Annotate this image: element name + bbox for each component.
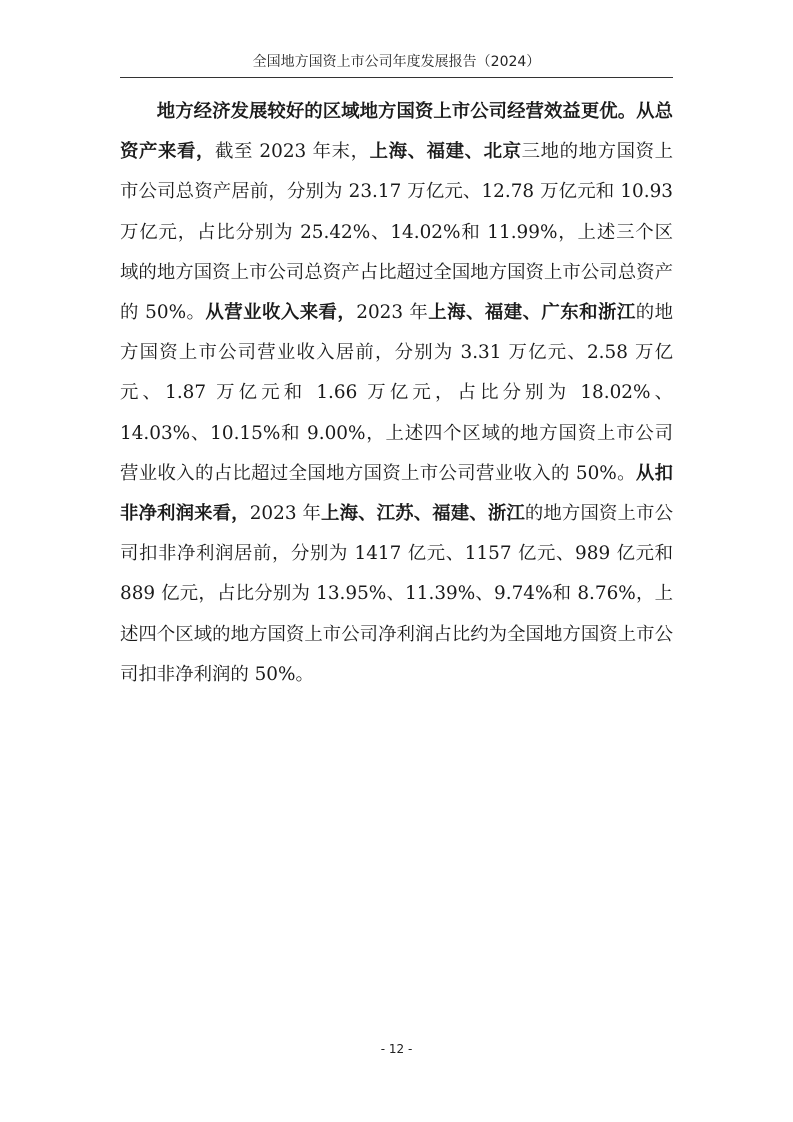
running-header: 全国地方国资上市公司年度发展报告（2024）: [252, 54, 541, 70]
top-regions-profit: 上海、江苏、福建、浙江: [321, 503, 525, 525]
net-profit-heading: 从扣非净利润来看，: [120, 462, 673, 525]
total-assets-heading: 从总资产来看，: [120, 101, 673, 163]
lead-sentence: 地方经济发展较好的区域地方国资上市公司经营效益更优。: [156, 101, 637, 122]
text-segment: 的地方国资上市公司扣非净利润居前，分别为 1417 亿元、1157 亿元、989 亿元和 889 亿元，占比分别为 13.95%、11.39%、9.74%和 8.76%，上述四个区域的地方国资上市公司净利润占比约为全国地方国资上市公司扣非净利润的 50%。: [120, 503, 673, 685]
text-segment: 三地的地方国资上市公司总资产居前，分别为 23.17 万亿元、12.78 万亿元和 10.93 万亿元，占比分别为 25.42%、14.02%和 11.99%，上述三个区域的地方国资上市公司总资产占比超过全国地方国资上市公司总资产的 50%。: [120, 141, 673, 324]
header-divider: [120, 77, 673, 78]
text-segment: 截至 2023 年末，: [214, 141, 370, 163]
text-segment: 2023 年: [249, 503, 322, 525]
revenue-heading: 从营业收入来看，: [205, 302, 357, 324]
top-regions-revenue: 上海、福建、广东和浙江: [428, 302, 636, 324]
page-number: - 12 -: [380, 1042, 413, 1056]
top-regions-assets: 上海、福建、北京: [369, 141, 522, 163]
text-segment: 的地方国资上市公司营业收入居前，分别为 3.31 万亿元、2.58 万亿元、1.87 万亿元和 1.66 万亿元，占比分别为 18.02%、14.03%、10.15%和 9.00%，上述四个区域的地方国资上市公司营业收入的占比超过全国地方国资上市公司营业收入的 50%。: [120, 302, 673, 484]
report-body: [120, 92, 673, 695]
text-segment: 2023 年: [356, 302, 429, 324]
paragraph: [120, 92, 673, 695]
